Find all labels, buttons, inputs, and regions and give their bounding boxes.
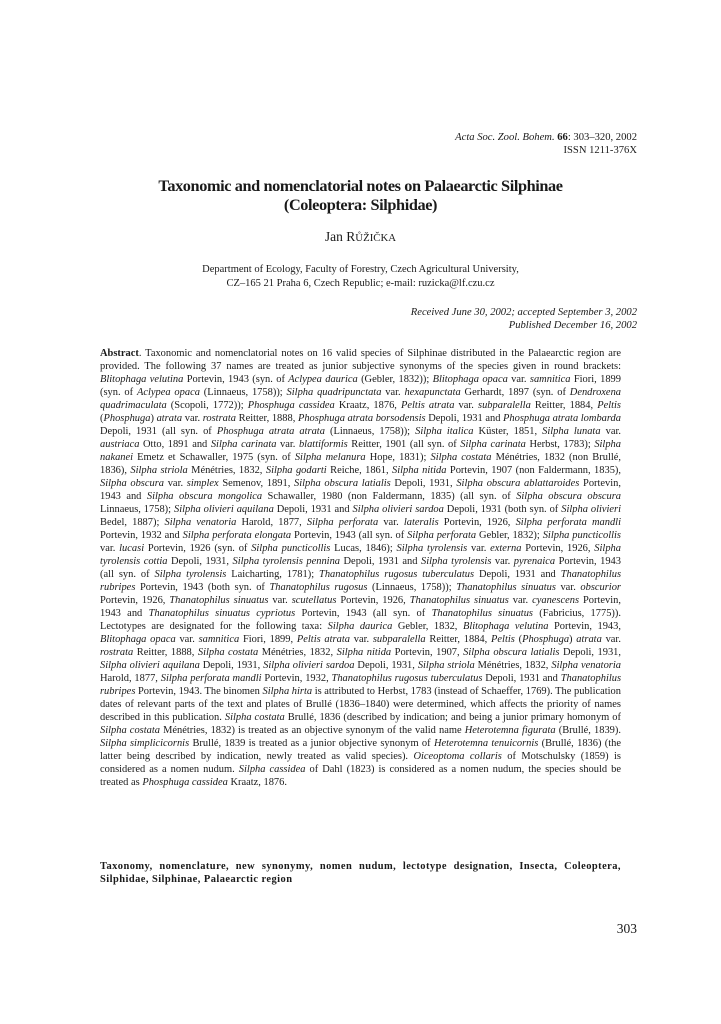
paper-title-line-1: Taxonomic and nomenclatorial notes on Palaearctic Silphinae <box>158 176 563 195</box>
taxon-name: subparalella <box>478 400 531 411</box>
abstract-text: Portevin, 1907, <box>391 647 464 658</box>
abstract-text: (Linnaeus, 1758)); <box>367 582 457 593</box>
abstract-text: Portevin, 1907 (non Faldermann, 1835), <box>446 465 621 476</box>
taxon-name: Silpha perforata <box>407 530 477 541</box>
abstract-text: Depoli, 1931 and <box>340 556 421 567</box>
taxon-name: Silpha striola <box>417 660 475 671</box>
taxon-name: Silpha perforata mandli <box>515 517 621 528</box>
taxon-name: samnitica <box>529 374 571 385</box>
abstract-text: Gerhardt, 1897 (syn. of <box>460 387 570 398</box>
paper-title-line-2: (Coleoptera: Silphidae) <box>283 195 438 214</box>
taxon-name: Phosphuga cassidea <box>247 400 335 411</box>
abstract-text: ( <box>514 634 523 645</box>
taxon-name: Blitophaga velutina <box>100 374 184 385</box>
abstract-text: Kraatz, 1876, <box>334 400 402 411</box>
taxon-name: Silpha quadripunctata <box>286 387 382 398</box>
abstract-text: Portevin, 1943 (all syn. of <box>295 608 432 619</box>
abstract-text: Hope, 1831); <box>365 452 431 463</box>
abstract-text: Reitter, 1884, <box>530 400 598 411</box>
abstract-text: Portevin, 1943, <box>548 621 621 632</box>
abstract-text: Portevin, 1926 (syn. of <box>144 543 252 554</box>
abstract-text: Depoli, 1931 and <box>273 504 353 515</box>
abstract <box>100 347 621 789</box>
author-name <box>84 229 637 245</box>
abstract-text: Emetz et Schawaller, 1975 (syn. of <box>133 452 295 463</box>
affiliation-line-2: CZ–165 21 Praha 6, Czech Republic; e-mail: ruzicka@lf.czu.cz <box>226 278 495 289</box>
abstract-text: Reiche, 1861, <box>326 465 393 476</box>
abstract-text: var. <box>600 426 621 437</box>
abstract-text: Portevin, 1943 (both syn. of <box>135 582 270 593</box>
taxon-name: Silpha obscura ablattaroides <box>456 478 580 489</box>
taxon-name: Silpha costata <box>197 647 259 658</box>
taxon-name: Thanatophilus rugosus tuberculatus <box>331 673 483 684</box>
abstract-text: var. <box>601 634 621 645</box>
taxon-name: Thanatophilus rubripes <box>100 673 622 697</box>
abstract-label: Abstract <box>100 348 139 359</box>
abstract-text: Portevin, 1926, <box>521 543 595 554</box>
taxon-name: Silpha obscura obscura <box>516 491 622 502</box>
taxon-name: Phosphuga <box>103 413 151 424</box>
taxon-name: Silpha tyrolensis <box>154 569 227 580</box>
taxon-name: Phosphuga atrata lombarda <box>503 413 621 424</box>
abstract-text: (Gebler, 1832)); <box>357 374 433 385</box>
abstract-text: Lucas, 1846); <box>330 543 397 554</box>
abstract-text: var. <box>268 595 292 606</box>
abstract-text: ) <box>150 413 157 424</box>
abstract-text: Portevin, 1926, <box>438 517 516 528</box>
abstract-text: Bedel, 1887); <box>100 517 165 528</box>
taxon-name: obscurior <box>580 582 621 593</box>
abstract-text: Depoli, 1931 and <box>482 673 561 684</box>
taxon-name: Silpha carinata <box>210 439 277 450</box>
taxon-name: Thanatophilus rubripes <box>100 569 622 593</box>
taxon-name: Silpha venatoria <box>164 517 237 528</box>
taxon-name: Silpha venatoria <box>551 660 621 671</box>
taxon-name: Blitophaga opaca <box>432 374 508 385</box>
abstract-text: ) <box>569 634 577 645</box>
abstract-text: Ménétries, 1832 (non Brullé, 1836), <box>100 452 621 476</box>
page-number: 303 <box>616 921 637 936</box>
abstract-text: Küster, 1851, <box>473 426 543 437</box>
taxon-name: pyrenaica <box>513 556 556 567</box>
abstract-text: Reitter, 1888, <box>133 647 198 658</box>
abstract-text: Portevin, 1932, <box>261 673 332 684</box>
abstract-text: Ménétries, 1832, <box>474 660 552 671</box>
taxon-name: Silpha costata <box>224 712 285 723</box>
taxon-name: Silpha olivieri sardoa <box>263 660 355 671</box>
journal-citation <box>455 131 637 144</box>
taxon-name: Thanatophilus sinuatus <box>169 595 269 606</box>
abstract-text: Portevin, 1943 and <box>100 478 621 502</box>
abstract-text: var. <box>276 439 299 450</box>
issn: ISSN 1211-376X <box>563 145 637 156</box>
taxon-name: Silpha puncticollis <box>542 530 621 541</box>
taxon-name: cyanescens <box>532 595 580 606</box>
abstract-text: Depoli, 1931 (both syn. of <box>443 504 562 515</box>
taxon-name: Thanatophilus rugosus tuberculatus <box>319 569 475 580</box>
abstract-text: Portevin, 1932 and <box>100 530 183 541</box>
abstract-text: Gebler, 1832, <box>392 621 463 632</box>
taxon-name: Silpha olivieri sardoa <box>352 504 444 515</box>
received-date: Received June 30, 2002; accepted September 3, 2002 <box>410 307 637 318</box>
abstract-text: var. <box>100 543 120 554</box>
taxon-name: Thanatophilus rugosus <box>269 582 368 593</box>
taxon-name: austriaca <box>100 439 140 450</box>
taxon-name: Silpha cassidea <box>238 764 306 775</box>
abstract-text: Semenov, 1891, <box>218 478 295 489</box>
taxon-name: Silpha tyrolensis <box>396 543 468 554</box>
taxon-name: atrata <box>156 413 183 424</box>
journal-name: Acta Soc. Zool. Bohem. <box>455 132 555 143</box>
abstract-text: Gebler, 1832); <box>476 530 543 541</box>
abstract-text: Portevin, 1926, <box>100 595 170 606</box>
taxon-name: Silpha nitida <box>392 465 447 476</box>
taxon-name: Silpha puncticollis <box>251 543 331 554</box>
taxon-name: Silpha carinata <box>460 439 526 450</box>
taxon-name: Silpha hirta <box>262 686 313 697</box>
abstract-text: Depoli, 1931, <box>354 660 418 671</box>
abstract-text: Fiori, 1899, <box>239 634 297 645</box>
taxon-name: Peltis atrata <box>401 400 455 411</box>
abstract-text: var. <box>378 517 404 528</box>
abstract-text: Portevin, 1943. The binomen <box>135 686 263 697</box>
taxon-name: Peltis atrata <box>296 634 350 645</box>
abstract-text: Depoli, 1931, <box>199 660 264 671</box>
abstract-text: of Dahl (1823) is considered as a nomen nudum, the species should be treated as <box>100 764 621 788</box>
abstract-text: Reitter, 1884, <box>425 634 492 645</box>
taxon-name: Phosphuga atrata atrata <box>216 426 325 437</box>
abstract-text: Fiori, 1899 (syn. of <box>100 374 621 398</box>
taxon-name: Oiceoptoma collaris <box>413 751 502 762</box>
taxon-name: Thanatophilus sinuatus cypriotus <box>148 608 296 619</box>
affiliation-line-1: Department of Ecology, Faculty of Forestry, Czech Agricultural University, <box>202 264 519 275</box>
taxon-name: Thanatophilus sinuatus <box>431 608 533 619</box>
taxon-name: Silpha lunata <box>542 426 601 437</box>
abstract-text: var. <box>508 595 533 606</box>
taxon-name: Dendroxena quadrimaculata <box>100 387 622 411</box>
taxon-name: Silpha godarti <box>265 465 327 476</box>
abstract-text: var. <box>507 374 530 385</box>
abstract-text: Otto, 1891 and <box>139 439 211 450</box>
abstract-text: Depoli, 1931, <box>390 478 457 489</box>
taxon-name: rostrata <box>100 647 134 658</box>
taxon-name: rostrata <box>202 413 236 424</box>
journal-volume: 66 <box>557 132 568 143</box>
taxon-name: Silpha obscura latialis <box>463 647 560 658</box>
abstract-text: Kraatz, 1876. <box>227 777 287 788</box>
abstract-text: Herbst, 1783); <box>525 439 595 450</box>
abstract-text: Linnaeus, 1758); <box>100 504 174 515</box>
taxon-name: Silpha perforata elongata <box>182 530 292 541</box>
taxon-name: Blitophaga opaca <box>100 634 176 645</box>
abstract-text: Depoli, 1931, <box>167 556 233 567</box>
taxon-name: Silpha olivieri <box>561 504 621 515</box>
abstract-text: Depoli, 1931, <box>559 647 621 658</box>
abstract-text: var. <box>467 543 491 554</box>
taxon-name: lucasi <box>119 543 145 554</box>
abstract-text: Reitter, 1888, <box>235 413 298 424</box>
taxon-name: Silpha olivieri aquilana <box>174 504 274 515</box>
taxon-name: simplex <box>186 478 219 489</box>
author-last-rest: ŮŽIČKA <box>355 232 397 244</box>
abstract-text: (Scopoli, 1772)); <box>166 400 248 411</box>
taxon-name: hexapunctata <box>404 387 461 398</box>
taxon-name: Silpha obscura latialis <box>294 478 391 489</box>
taxon-name: Peltis <box>491 634 515 645</box>
taxon-name: Silpha perforata mandli <box>160 673 262 684</box>
taxon-name: Phosphuga <box>522 634 570 645</box>
abstract-text: Brullé, 1839 is treated as a junior objective synonym of <box>189 738 434 749</box>
abstract-text: var. <box>182 413 203 424</box>
taxon-name: Silpha olivieri aquilana <box>100 660 200 671</box>
author-last-initial: R <box>346 229 356 244</box>
abstract-text: (Linnaeus, 1758)); <box>324 426 416 437</box>
abstract-text: Ménétries, 1832) is treated as an objective synonym of the valid name <box>159 725 465 736</box>
abstract-text: Portevin, 1943 (all syn. of <box>100 556 621 580</box>
taxon-name: Silpha nakanei <box>100 439 621 463</box>
keywords: Taxonomy, nomenclature, new synonymy, nomen nudum, lectotype designation, Insecta, Coleoptera, Silphidae, Silphinae, Palaearctic region <box>100 861 621 886</box>
abstract-text: Brullé, 1836 (described by indication; and being a junior primary homonym of <box>284 712 622 723</box>
published-date: Published December 16, 2002 <box>508 320 637 331</box>
author-first: Jan <box>324 229 347 244</box>
abstract-text: . Taxonomic and nomenclatorial notes on 16 valid species of Silphinae distributed in the Palaearctic region are provided. The following 37 names are treated as junior subjective synonyms of the species given in round brackets: <box>100 348 621 372</box>
taxon-name: Silpha costata <box>430 452 492 463</box>
abstract-text: var. <box>454 400 479 411</box>
journal-pages-year: : 303–320, 2002 <box>567 132 637 143</box>
taxon-name: atrata <box>576 634 602 645</box>
taxon-name: lateralis <box>403 517 439 528</box>
taxon-name: Silpha striola <box>130 465 188 476</box>
taxon-name: Silpha obscura mongolica <box>146 491 263 502</box>
abstract-text: var. <box>175 634 199 645</box>
abstract-text: Schawaller, 1980 (non Faldermann, 1835) (all syn. of <box>262 491 517 502</box>
taxon-name: blattiformis <box>298 439 348 450</box>
taxon-name: Aclypea daurica <box>288 374 358 385</box>
taxon-name: Silpha obscura <box>100 478 165 489</box>
abstract-text: Portevin, 1943 and <box>100 595 621 619</box>
taxon-name: Silpha melanura <box>294 452 366 463</box>
taxon-name: Heterotemna figurata <box>464 725 556 736</box>
taxon-name: Blitophaga velutina <box>462 621 549 632</box>
abstract-text: (Brullé, 1836) (the latter being described by indication, newly treated as valid species). <box>100 738 621 762</box>
taxon-name: Silpha nitida <box>336 647 392 658</box>
abstract-text: Harold, 1877, <box>100 673 161 684</box>
abstract-text: (Fabricius, 1775)). Lectotypes are designated for the following taxa: <box>100 608 621 632</box>
abstract-text: ( <box>100 413 104 424</box>
taxon-name: Silpha tyrolensis <box>421 556 492 567</box>
taxon-name: Silpha costata <box>100 725 160 736</box>
taxon-name: Silpha perforata <box>306 517 379 528</box>
abstract-text: Portevin, 1943 (all syn. of <box>291 530 408 541</box>
taxon-name: Heterotemna tenuicornis <box>433 738 539 749</box>
abstract-text: Harold, 1877, <box>236 517 307 528</box>
taxon-name: Aclypea opaca <box>136 387 200 398</box>
abstract-text: is attributed to Herbst, 1783 (instead of Schaeffer, 1769). The publication dates of relevant parts of the text and plates of Brullé (1836–1840) were determined, which affects the priority of names described in this publication. <box>100 686 621 723</box>
abstract-text: (Linnaeus, 1758)); <box>199 387 287 398</box>
taxon-name: subparalella <box>372 634 426 645</box>
taxon-name: Thanatophilus sinuatus <box>456 582 556 593</box>
abstract-text: (Brullé, 1839). <box>555 725 621 736</box>
abstract-text: Ménétries, 1832, <box>187 465 266 476</box>
taxon-name: Silpha italica <box>415 426 474 437</box>
abstract-text: var. <box>555 582 581 593</box>
abstract-text: Portevin, 1926, <box>336 595 410 606</box>
abstract-text: Depoli, 1931 (all syn. of <box>100 426 217 437</box>
abstract-text: Depoli, 1931 and <box>425 413 504 424</box>
taxon-name: Silpha simplicicornis <box>100 738 190 749</box>
abstract-text: Reitter, 1901 (all syn. of <box>347 439 461 450</box>
abstract-text: of Motschulsky (1859) is considered as a nomen nudum. <box>100 751 621 775</box>
abstract-body <box>100 348 621 788</box>
taxon-name: samnitica <box>198 634 240 645</box>
abstract-text: Depoli, 1931 and <box>474 569 561 580</box>
abstract-text: var. <box>491 556 514 567</box>
taxon-name: scutellatus <box>291 595 337 606</box>
taxon-name: Silpha tyrolensis pennina <box>232 556 341 567</box>
abstract-text: Ménétries, 1832, <box>258 647 337 658</box>
taxon-name: Silpha daurica <box>327 621 393 632</box>
taxon-name: Peltis <box>597 400 621 411</box>
taxon-name: Phosphuga cassidea <box>142 777 228 788</box>
abstract-text: var. <box>349 634 373 645</box>
abstract-text: Portevin, 1943 (syn. of <box>183 374 289 385</box>
abstract-text: Laicharting, 1781); <box>226 569 320 580</box>
taxon-name: externa <box>490 543 522 554</box>
abstract-text: var. <box>381 387 405 398</box>
taxon-name: Silpha tyrolensis cottia <box>100 543 621 567</box>
abstract-text: var. <box>164 478 187 489</box>
taxon-name: Thanatophilus sinuatus <box>409 595 509 606</box>
taxon-name: Phosphuga atrata borsodensis <box>297 413 426 424</box>
